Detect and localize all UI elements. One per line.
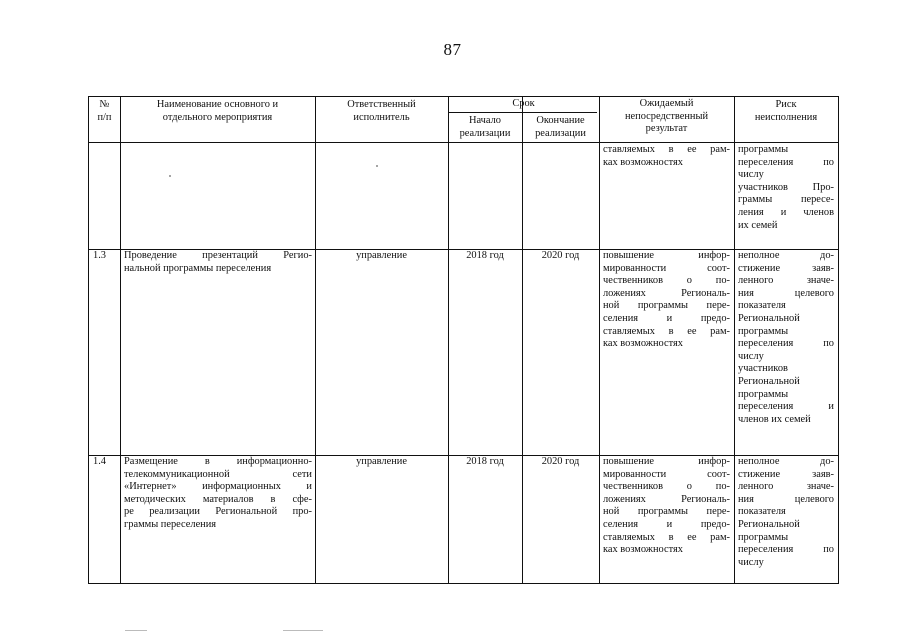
- row-1-3-num: 1.3: [93, 250, 106, 261]
- row-1-3-risk: неполное до- стижение заяв- ленного значе- ния целевого показателя Региональной программы переселения по числу участников Региональной программы переселения и членов их семей: [738, 250, 834, 425]
- row-1-3-executor: управление: [356, 250, 407, 261]
- scan-speck: [376, 165, 378, 167]
- header-divider: [89, 142, 838, 143]
- row-1-4-risk: неполное до- стижение заяв- ленного значе- ния целевого показателя Региональной программы переселения по числу: [738, 456, 834, 568]
- column-divider: [522, 97, 523, 583]
- header-end: Окончание реализации: [535, 115, 586, 139]
- header-term: Срок: [512, 98, 535, 109]
- scan-mark: [125, 630, 147, 631]
- column-divider: [315, 97, 316, 583]
- column-divider: [448, 97, 449, 583]
- header-start: Начало реализации: [459, 115, 511, 139]
- scan-mark: [283, 630, 323, 631]
- row-continued-risk: программы переселения по числу участников Про- граммы пересе- ления и членов их семей: [738, 144, 834, 231]
- scan-speck: [169, 175, 171, 177]
- row-1-3-start: 2018 год: [466, 250, 504, 261]
- row-1-3-end: 2020 год: [541, 250, 580, 261]
- row-1-3-name: Проведение презентаций Регио- нальной программы переселения: [124, 250, 312, 274]
- row-1-4-executor: управление: [356, 456, 407, 467]
- header-num: № п/п: [97, 99, 112, 123]
- term-divider: [448, 112, 597, 113]
- header-executor: Ответственный исполнитель: [347, 99, 416, 123]
- column-divider: [120, 97, 121, 583]
- row-1-4-result: повышение инфор- мированности соот- чественников о по- ложениях Региональ- ной программы пере- селения и предо- ставляемых в ее рам- ках возможностях: [603, 456, 730, 556]
- header-result: Ожидаемый непосредственный результат: [624, 98, 709, 135]
- row-1-4-start: 2018 год: [466, 456, 504, 467]
- row-1-4-name: Размещение в информационно- телекоммуникационной сети «Интернет» информационных и методических материалов в сфе- ре реализации Региональной про- граммы переселения: [124, 456, 312, 530]
- row-continued-result: ставляемых в ее рам- ках возможностях: [603, 144, 730, 168]
- header-risk: Риск неисполнения: [754, 99, 818, 123]
- column-divider: [599, 97, 600, 583]
- measures-table: [88, 96, 839, 584]
- row-1-3-result: повышение инфор- мированности соот- чественников о по- ложениях Региональ- ной программы пере- селения и предо- ставляемых в ее рам- ках возможностях: [603, 250, 730, 350]
- page-number: 87: [443, 40, 462, 59]
- row-1-4-num: 1.4: [93, 456, 106, 467]
- column-divider: [734, 97, 735, 583]
- header-name: Наименование основного и отдельного мероприятия: [156, 99, 279, 123]
- row-1-4-end: 2020 год: [541, 456, 580, 467]
